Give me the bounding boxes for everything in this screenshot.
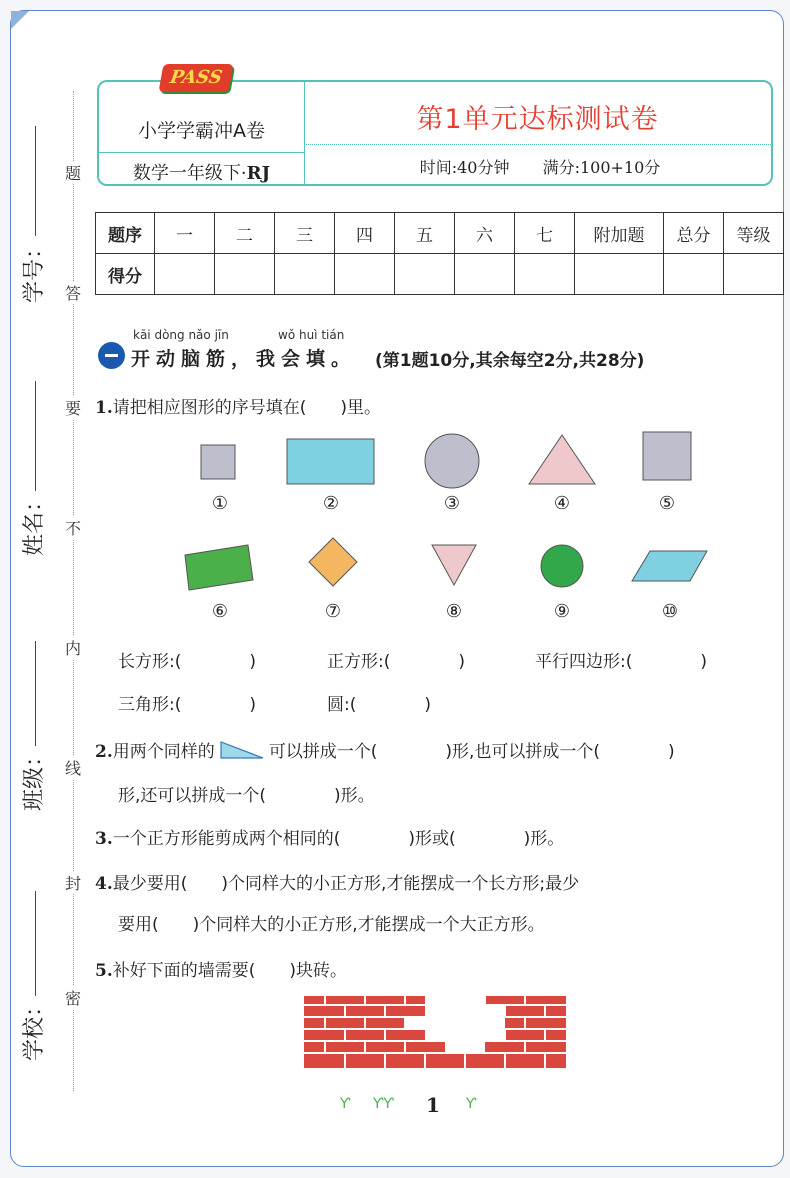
sprout-icon: Ƴ bbox=[340, 1096, 351, 1112]
col-3: 三 bbox=[275, 213, 335, 254]
seal-char-2: 答 bbox=[63, 281, 83, 304]
col-total: 总分 bbox=[664, 213, 724, 254]
edition-text: RJ bbox=[246, 163, 271, 184]
series-name: 小学学霸冲A卷 bbox=[138, 120, 265, 142]
answer-triangle[interactable]: 三角形:( ) bbox=[118, 695, 256, 715]
seal-char-7: 封 bbox=[63, 871, 83, 894]
shape-10-parallelogram bbox=[632, 551, 707, 581]
seal-char-4: 不 bbox=[63, 516, 83, 539]
q4-line-2[interactable]: 要用( )个同样大的小正方形,才能摆成一个大正方形。 bbox=[118, 915, 545, 935]
page-number: 1 bbox=[426, 1093, 440, 1117]
seal-char-5: 内 bbox=[63, 636, 83, 659]
shape-number-10: ⑩ bbox=[661, 601, 679, 622]
q3-text: 一个正方形能剪成两个相同的( )形或( )形。 bbox=[112, 829, 565, 849]
pinyin-1: kāi dòng nǎo jīn bbox=[133, 328, 229, 342]
sprout-icon: ƳƳ bbox=[373, 1096, 394, 1112]
score-row2-label: 得分 bbox=[96, 254, 155, 295]
q5-text: 补好下面的墙需要( )块砖。 bbox=[112, 961, 348, 981]
answer-circle[interactable]: 圆:( ) bbox=[327, 695, 431, 715]
q5-number: 5. bbox=[95, 961, 113, 981]
col-2: 二 bbox=[215, 213, 275, 254]
score-row1-label: 题序 bbox=[96, 213, 155, 254]
pinyin-2: wǒ huì tián bbox=[278, 328, 345, 342]
q1-number: 1. bbox=[95, 398, 113, 418]
shape-number-7: ⑦ bbox=[324, 601, 342, 622]
shape-2-rectangle bbox=[287, 439, 374, 484]
shape-4-triangle bbox=[529, 435, 595, 484]
question-4[interactable] bbox=[95, 869, 579, 894]
shape-number-5: ⑤ bbox=[658, 493, 676, 514]
q2-line-2[interactable]: 形,还可以拼成一个( )形。 bbox=[118, 786, 375, 806]
seal-char-6: 线 bbox=[63, 756, 83, 779]
answer-parallelogram[interactable]: 平行四边形:( ) bbox=[535, 652, 707, 672]
col-7: 七 bbox=[515, 213, 575, 254]
shape-number-6: ⑥ bbox=[211, 601, 229, 622]
answer-rectangle[interactable]: 长方形:( ) bbox=[118, 652, 256, 672]
q2-number: 2. bbox=[95, 742, 113, 762]
sprout-icon: Ƴ bbox=[466, 1096, 477, 1112]
answer-square[interactable]: 正方形:( ) bbox=[327, 652, 465, 672]
col-1: 一 bbox=[155, 213, 215, 254]
col-level: 等级 bbox=[724, 213, 784, 254]
pass-logo: PASS bbox=[159, 64, 234, 92]
name-label: 姓名： bbox=[22, 489, 47, 556]
q4-text-a: 最少要用( )个同样大的小正方形,才能摆成一个长方形;最少 bbox=[112, 874, 580, 894]
shape-number-1: ① bbox=[211, 493, 229, 514]
col-bonus: 附加题 bbox=[575, 213, 664, 254]
time-limit: 时间:40分钟 bbox=[419, 158, 510, 177]
shape-number-3: ③ bbox=[443, 493, 461, 514]
student-id-label: 学号： bbox=[22, 236, 47, 303]
question-5[interactable] bbox=[95, 956, 347, 981]
q3-number: 3. bbox=[95, 829, 113, 849]
q2-text-b[interactable]: 可以拼成一个( )形,也可以拼成一个( ) bbox=[268, 742, 675, 762]
col-4: 四 bbox=[335, 213, 395, 254]
section-scoring-rule: (第1题10分,其余每空2分,共28分) bbox=[375, 351, 645, 371]
shape-5-square bbox=[643, 432, 691, 480]
grade-text: 数学一年级下· bbox=[132, 163, 247, 184]
q2-text-a: 用两个同样的 bbox=[112, 742, 215, 762]
shape-6-rectangle bbox=[185, 545, 253, 590]
shape-7-square bbox=[309, 538, 357, 586]
question-3[interactable] bbox=[95, 824, 564, 849]
question-2 bbox=[95, 737, 675, 762]
shape-9-circle bbox=[541, 545, 583, 587]
col-5: 五 bbox=[395, 213, 455, 254]
shape-1-square bbox=[201, 445, 235, 479]
seal-char-8: 密 bbox=[63, 986, 83, 1009]
exam-title: 第1单元达标测试卷 bbox=[416, 104, 659, 135]
shape-number-9: ⑨ bbox=[553, 601, 571, 622]
q4-number: 4. bbox=[95, 874, 113, 894]
seal-char-1: 题 bbox=[63, 161, 83, 184]
shape-number-4: ④ bbox=[553, 493, 571, 514]
shape-8-triangle bbox=[432, 545, 476, 585]
col-6: 六 bbox=[455, 213, 515, 254]
school-label: 学校： bbox=[22, 994, 47, 1061]
brick-wall bbox=[304, 996, 566, 1068]
q1-text: 请把相应图形的序号填在( )里。 bbox=[112, 398, 382, 418]
shape-number-8: ⑧ bbox=[445, 601, 463, 622]
right-triangle-icon bbox=[219, 740, 265, 760]
shape-3-circle bbox=[425, 434, 479, 488]
seal-char-3: 要 bbox=[63, 396, 83, 419]
section-heading: 开动脑筋，我会填。 bbox=[131, 348, 357, 370]
shape-number-2: ② bbox=[322, 493, 340, 514]
full-score: 满分:100+10分 bbox=[542, 158, 661, 177]
class-label: 班级： bbox=[22, 744, 47, 811]
